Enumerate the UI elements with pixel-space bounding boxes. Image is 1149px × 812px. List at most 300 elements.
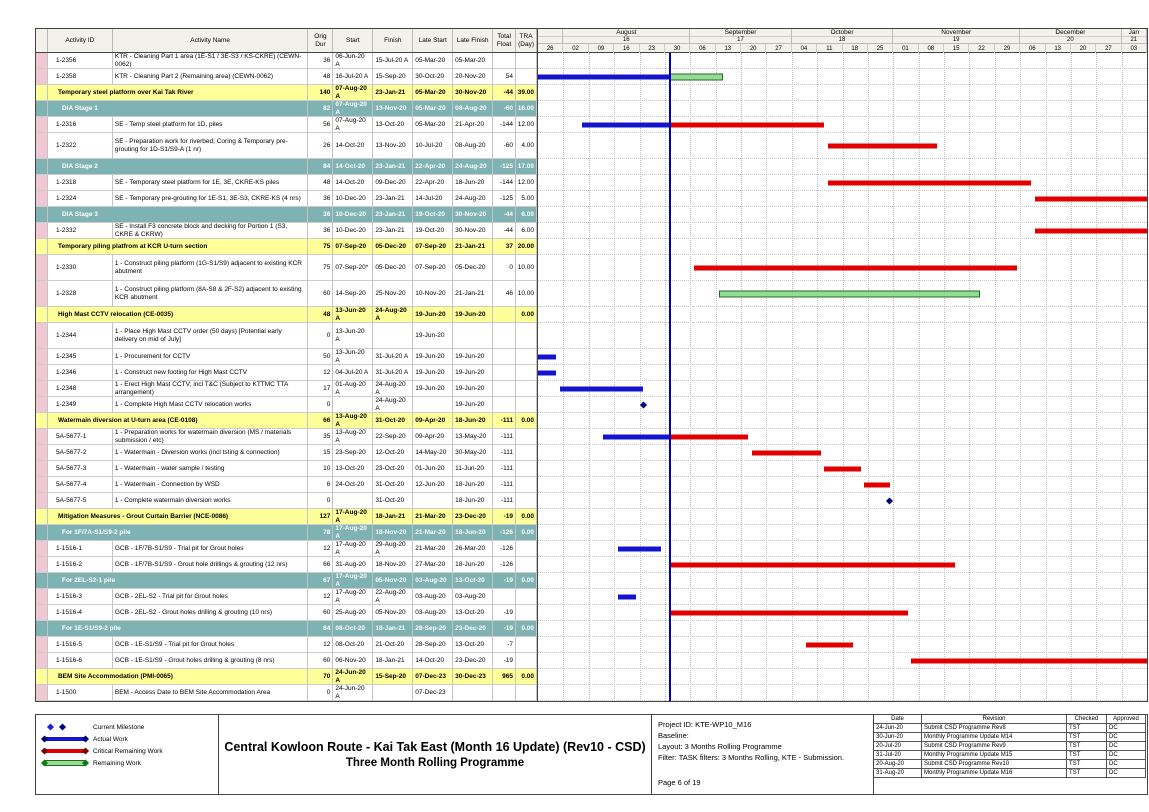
legend-label: Actual Work [93, 735, 128, 743]
schedule-row [36, 413, 537, 429]
finish-cell: 31-Oct-20 [373, 413, 413, 429]
ls-cell: 21-Mar-20 [413, 541, 453, 557]
month-number: 19 [952, 37, 960, 43]
fl-cell [493, 397, 516, 413]
legend-item [42, 746, 212, 756]
row-color-strip [36, 349, 48, 365]
gantt-bar-critical [752, 450, 821, 455]
lf-cell: 18-Jun-20 [453, 525, 493, 541]
week-start-label: 22 [969, 44, 994, 53]
tra-cell: 0.00 [516, 525, 537, 541]
month-number: 21 [1130, 37, 1138, 43]
month-header-cell [563, 29, 690, 43]
row-color-strip [36, 589, 48, 605]
start-cell: 24-Jun-20 A [333, 685, 373, 701]
gantt-lane [538, 175, 1147, 191]
gantt-lane [538, 477, 1147, 493]
start-cell: 14-Oct-20 [333, 175, 373, 191]
finish-cell: 18-Jan-21 [373, 621, 413, 637]
row-color-strip [36, 159, 48, 175]
finish-cell: 31-Jul-20 A [373, 365, 413, 381]
schedule-row [36, 621, 537, 637]
dur-cell: 75 [308, 255, 333, 281]
lf-cell: 18-Jun-20 [453, 175, 493, 191]
activity-id-cell: 5A-5677-4 [48, 477, 113, 493]
legend [36, 715, 219, 794]
start-cell: 13-Jun-20 A [333, 349, 373, 365]
legend-bar [45, 760, 85, 766]
lf-cell: 30-May-20 [453, 445, 493, 461]
filter-text: Filter: TASK filters: 3 Months Rolling, KTE - Submission. [658, 752, 845, 762]
revision-cell: DC [1107, 751, 1146, 760]
tra-cell [516, 541, 537, 557]
gantt-bar-critical [694, 265, 1017, 270]
row-color-strip [36, 669, 48, 685]
ls-cell: 19-Jun-20 [413, 323, 453, 349]
month-number: 17 [737, 37, 744, 43]
finish-cell: 23-Oct-20 [373, 461, 413, 477]
gantt-lane [538, 307, 1147, 323]
lf-cell: 13-Oct-20 [453, 637, 493, 653]
column-header-tra: TRA (Day) [516, 29, 537, 52]
gantt-lane [538, 239, 1147, 255]
schedule-row [36, 365, 537, 381]
finish-cell: 18-Jan-21 [373, 653, 413, 669]
dur-cell: 48 [308, 69, 333, 85]
gantt-bar-actual [618, 594, 636, 599]
revision-cell: DC [1107, 742, 1146, 751]
dur-cell: 78 [308, 525, 333, 541]
tra-cell: 20.00 [516, 239, 537, 255]
tra-cell [516, 589, 537, 605]
activity-table [36, 29, 538, 701]
revision-row [874, 733, 1147, 742]
finish-cell: 09-Dec-20 [373, 175, 413, 191]
milestone-diamond [59, 723, 66, 730]
group-name-cell: For 1F/7A-S1/S9-2 pile [48, 525, 308, 541]
week-start-label: 11 [817, 44, 842, 53]
gantt-bar-critical [669, 562, 955, 567]
gantt-lane [538, 413, 1147, 429]
tra-cell: 10.00 [516, 255, 537, 281]
revision-row [874, 742, 1147, 751]
revision-cell: DC [1107, 760, 1146, 769]
dur-cell: 36 [308, 207, 333, 223]
gantt-bar-remaining [719, 290, 980, 297]
page-number: Page 6 of 19 [658, 778, 701, 788]
schedule-row [36, 85, 537, 101]
fl-cell: 0 [493, 255, 516, 281]
row-color-strip [36, 281, 48, 307]
ls-cell: 19-Jun-20 [413, 381, 453, 397]
fl-cell: -44 [493, 85, 516, 101]
row-color-strip [36, 621, 48, 637]
fl-cell: -126 [493, 541, 516, 557]
finish-cell: 31-Jul-20 A [373, 349, 413, 365]
start-cell: 06-Nov-20 [333, 653, 373, 669]
activity-id-cell: 5A-5677-1 [48, 429, 113, 445]
month-header-cell [538, 29, 563, 43]
gantt-lane [538, 509, 1147, 525]
baseline-text: Baseline: [658, 730, 689, 740]
week-start-label: 20 [741, 44, 766, 53]
fl-cell: -111 [493, 493, 516, 509]
dur-cell: 75 [308, 239, 333, 255]
month-name: November [893, 29, 1019, 37]
activity-name-cell: 1 - Construct piling platform (1G-S1/S9) adjacent to existing KCR abutment [113, 255, 309, 281]
ls-cell: 07-Sep-20 [413, 239, 453, 255]
row-color-strip [36, 541, 48, 557]
gantt-lane [538, 637, 1147, 653]
legend-label: Remaining Work [93, 759, 141, 767]
lf-cell: 05-Dec-20 [453, 255, 493, 281]
lf-cell: 18-Jun-20 [453, 477, 493, 493]
ls-cell: 19-Jun-20 [413, 307, 453, 323]
start-cell: 25-Aug-20 [333, 605, 373, 621]
dur-cell: 127 [308, 509, 333, 525]
activity-id-cell: 1-1516-5 [48, 637, 113, 653]
fl-cell [493, 589, 516, 605]
group-name-cell: DIA Stage 1 [48, 101, 308, 117]
schedule-row [36, 223, 537, 239]
finish-cell [373, 685, 413, 701]
schedule-row [36, 281, 537, 307]
finish-cell: 21-Oct-20 [373, 637, 413, 653]
gantt-bar-critical [864, 482, 889, 487]
finish-cell: 25-Nov-20 [373, 281, 413, 307]
finish-cell: 05-Nov-20 [373, 573, 413, 589]
gantt-months-row [538, 29, 1147, 43]
row-color-strip [36, 637, 48, 653]
ls-cell: 21-Mar-20 [413, 525, 453, 541]
schedule-row [36, 589, 537, 605]
ls-cell: 05-Mar-20 [413, 53, 453, 69]
row-color-strip [36, 397, 48, 413]
tra-cell: 39.00 [516, 85, 537, 101]
activity-id-cell: 1-2332 [48, 223, 113, 239]
activity-id-cell: 1-1516-1 [48, 541, 113, 557]
revision-cell: 20-Jul-20 [874, 742, 922, 751]
activity-name-cell: SE - Temporary steel platform for 1E, 3E, CKRE-KS piles [113, 175, 309, 191]
ls-cell: 10-Jul-20 [413, 133, 453, 159]
legend-critical-icon [42, 747, 88, 755]
ls-cell: 03-Aug-20 [413, 589, 453, 605]
fl-cell: -126 [493, 525, 516, 541]
gantt-lane [538, 573, 1147, 589]
gantt-bar-critical [669, 122, 825, 127]
gantt-lane [538, 255, 1147, 281]
week-start-label: 06 [690, 44, 715, 53]
tra-cell: 16.00 [516, 101, 537, 117]
fl-cell: -44 [493, 223, 516, 239]
report-subtitle: Three Month Rolling Programme [345, 757, 525, 769]
fl-cell: -19 [493, 621, 516, 637]
start-cell: 10-Dec-20 [333, 223, 373, 239]
gantt-lane [538, 117, 1147, 133]
ls-cell: 28-Sep-20 [413, 621, 453, 637]
lf-cell: 13-Oct-20 [453, 573, 493, 589]
ls-cell: 19-Jun-20 [413, 365, 453, 381]
gantt-bar-actual [582, 122, 669, 127]
start-cell: 13-Jun-20 A [333, 323, 373, 349]
activity-name-cell: 1 - Procurement for CCTV [113, 349, 309, 365]
tra-cell [516, 653, 537, 669]
activity-name-cell: SE - Install F3 concrete block and decking for Portion 1 (S3, CKRE & CKRW) [113, 223, 309, 239]
ls-cell: 14-Oct-20 [413, 653, 453, 669]
fl-cell: -19 [493, 605, 516, 621]
ls-cell: 22-Apr-20 [413, 175, 453, 191]
start-cell: 04-Jul-20 A [333, 365, 373, 381]
week-start-label: 27 [766, 44, 791, 53]
lf-cell: 30-Nov-20 [453, 223, 493, 239]
fl-cell: -111 [493, 461, 516, 477]
start-cell: 17-Aug-20 A [333, 589, 373, 605]
table-header-row [36, 29, 537, 53]
finish-cell: 24-Aug-20 A [373, 307, 413, 323]
schedule-row [36, 69, 537, 85]
gantt-bar-critical [1035, 228, 1147, 233]
dur-cell: 70 [308, 669, 333, 685]
week-start-label: 18 [843, 44, 868, 53]
column-header-ls: Late Start [413, 29, 453, 52]
revision-row [874, 724, 1147, 733]
lf-cell: 30-Dec-23 [453, 669, 493, 685]
start-cell: 01-Aug-20 A [333, 381, 373, 397]
finish-cell: 22-Sep-20 [373, 429, 413, 445]
fl-cell: -144 [493, 117, 516, 133]
dur-cell: 26 [308, 133, 333, 159]
ls-cell: 19-Oct-20 [413, 207, 453, 223]
tra-cell [516, 445, 537, 461]
tra-cell [516, 557, 537, 573]
activity-id-cell: 1-2344 [48, 323, 113, 349]
revision-cell: 31-Aug-20 [874, 769, 922, 778]
activity-id-cell: 1-1516-6 [48, 653, 113, 669]
ls-cell: 01-Jun-20 [413, 461, 453, 477]
activity-id-cell: 1-2349 [48, 397, 113, 413]
gantt-bar-critical [828, 180, 1031, 185]
finish-cell: 15-Sep-20 [373, 69, 413, 85]
row-color-strip [36, 461, 48, 477]
legend-milestone-icon [42, 723, 88, 731]
tra-cell: 0.00 [516, 621, 537, 637]
dur-cell: 36 [308, 223, 333, 239]
schedule-row [36, 669, 537, 685]
ls-cell: 05-Mar-20 [413, 85, 453, 101]
row-color-strip [36, 653, 48, 669]
lf-cell: 13-Oct-20 [453, 605, 493, 621]
gantt-lane [538, 493, 1147, 509]
gantt-lane [538, 133, 1147, 159]
tra-cell: 0.00 [516, 307, 537, 323]
schedule-row [36, 685, 537, 701]
week-start-label: 30 [665, 44, 690, 53]
group-name-cell: Mitigation Measures - Grout Curtain Barrier (NCE-0086) [48, 509, 308, 525]
month-name: December [1020, 29, 1121, 37]
activity-id-cell: 5A-5677-3 [48, 461, 113, 477]
dur-cell: 36 [308, 191, 333, 207]
gantt-lane [538, 281, 1147, 307]
finish-cell: 22-Aug-20 A [373, 589, 413, 605]
dur-cell: 10 [308, 461, 333, 477]
schedule-row [36, 525, 537, 541]
start-cell: 08-Oct-20 [333, 637, 373, 653]
gantt-bar-actual [618, 546, 662, 551]
ls-cell: 07-Sep-20 [413, 255, 453, 281]
gantt-lane [538, 541, 1147, 557]
schedule-row [36, 557, 537, 573]
start-cell: 10-Dec-20 [333, 191, 373, 207]
ls-cell: 14-Jul-20 [413, 191, 453, 207]
ls-cell: 03-Aug-20 [413, 573, 453, 589]
lf-cell: 30-Nov-20 [453, 85, 493, 101]
ls-cell: 10-Nov-20 [413, 281, 453, 307]
start-cell: 24-Jun-20 A [333, 669, 373, 685]
start-cell: 13-Aug-20 A [333, 429, 373, 445]
ls-cell: 28-Sep-20 [413, 637, 453, 653]
gantt-lane [538, 461, 1147, 477]
schedule-row [36, 255, 537, 281]
dur-cell: 84 [308, 159, 333, 175]
gantt-lane [538, 605, 1147, 621]
schedule-row [36, 461, 537, 477]
fl-cell: -19 [493, 573, 516, 589]
lf-cell: 19-Jun-20 [453, 365, 493, 381]
column-header-lf: Late Finish [453, 29, 493, 52]
schedule-row [36, 323, 537, 349]
revision-header-cell: Date [874, 715, 922, 724]
month-name: September [690, 29, 791, 37]
milestone-icon [640, 401, 647, 408]
start-cell: 07-Sep-20* [333, 255, 373, 281]
start-cell: 13-Jun-20 A [333, 307, 373, 323]
gantt-lane [538, 223, 1147, 239]
month-header-cell [792, 29, 894, 43]
group-name-cell: DIA Stage 3 [48, 207, 308, 223]
finish-cell: 24-Aug-20 A [373, 397, 413, 413]
schedule-row [36, 381, 537, 397]
fl-cell [493, 53, 516, 69]
activity-name-cell: 1 - Erect High Mast CCTV; incl T&C (Subject to KTTMC TTA arrangement) [113, 381, 309, 397]
gantt-bar-critical [1035, 196, 1147, 201]
revision-header-cell: Checked [1067, 715, 1107, 724]
group-name-cell: DIA Stage 2 [48, 159, 308, 175]
week-start-label: 26 [538, 44, 563, 53]
fl-cell: 965 [493, 669, 516, 685]
gantt-header [538, 29, 1147, 53]
tra-cell [516, 461, 537, 477]
row-color-strip [36, 685, 48, 701]
gantt-bar-critical [669, 434, 749, 439]
finish-cell: 12-Oct-20 [373, 445, 413, 461]
tra-cell: 17.00 [516, 159, 537, 175]
bar-end-diamond [82, 735, 89, 742]
month-header-cell [1122, 29, 1147, 43]
lf-cell: 23-Dec-20 [453, 621, 493, 637]
revision-cell: DC [1107, 724, 1146, 733]
activity-name-cell: 1 - Watermain - Diversion works (incl tsting & connection) [113, 445, 309, 461]
lf-cell: 24-Aug-20 [453, 159, 493, 175]
lf-cell: 24-Aug-20 [453, 191, 493, 207]
schedule-row [36, 175, 537, 191]
schedule-row [36, 397, 537, 413]
finish-cell: 23-Jan-21 [373, 191, 413, 207]
activity-id-cell: 1-2316 [48, 117, 113, 133]
start-cell: 07-Aug-20 A [333, 101, 373, 117]
week-start-label: 03 [1122, 44, 1147, 53]
gantt-bar-actual [538, 354, 556, 359]
group-name-cell: For 1E-S1/S9-2 pile [48, 621, 308, 637]
revision-header-cell: Revision [922, 715, 1067, 724]
layout-text: Layout: 3 Months Rolling Programme [658, 741, 782, 751]
week-start-label: 15 [944, 44, 969, 53]
month-number: 16 [622, 37, 630, 43]
schedule-area [35, 28, 1148, 702]
report-title: Central Kowloon Route - Kai Tak East (Month 16 Update) (Rev10 - CSD) [224, 740, 646, 754]
schedule-row [36, 605, 537, 621]
schedule-row [36, 159, 537, 175]
schedule-row [36, 307, 537, 323]
tra-cell [516, 429, 537, 445]
row-color-strip [36, 239, 48, 255]
gantt-lane [538, 669, 1147, 685]
gantt-bar-actual [603, 434, 668, 439]
activity-name-cell: GCB - 1F/7B-S1/S9 - Trial pit for Grout holes [113, 541, 309, 557]
dur-cell: 48 [308, 175, 333, 191]
activity-id-cell: 1-2324 [48, 191, 113, 207]
start-cell: 07-Aug-20 A [333, 117, 373, 133]
dur-cell: 12 [308, 637, 333, 653]
row-color-strip [36, 445, 48, 461]
lf-cell: 18-Jun-20 [453, 413, 493, 429]
activity-id-cell: 1-1500 [48, 685, 113, 701]
fl-cell [493, 365, 516, 381]
fl-cell: -125 [493, 191, 516, 207]
schedule-row [36, 477, 537, 493]
tra-cell [516, 637, 537, 653]
schedule-row [36, 191, 537, 207]
row-color-strip [36, 307, 48, 323]
gantt-lane [538, 429, 1147, 445]
start-cell: 08-Oct-20 [333, 621, 373, 637]
activity-id-cell: 1-1516-3 [48, 589, 113, 605]
column-header-fl: Total Float [493, 29, 516, 52]
gantt-lane [538, 685, 1147, 701]
tra-cell [516, 69, 537, 85]
data-date-line [669, 53, 671, 701]
column-header-finish: Finish [373, 29, 413, 52]
activity-name-cell: BEM - Access Date to BEM Site Accommodation Area [113, 685, 309, 701]
tra-cell: 4.00 [516, 133, 537, 159]
dur-cell: 12 [308, 365, 333, 381]
lf-cell: 26-Mar-20 [453, 541, 493, 557]
tra-cell [516, 53, 537, 69]
column-header-name: Activity Name [113, 29, 309, 52]
week-start-label: 06 [1020, 44, 1045, 53]
start-cell: 13-Aug-20 A [333, 413, 373, 429]
ls-cell: 19-Oct-20 [413, 223, 453, 239]
schedule-row [36, 573, 537, 589]
finish-cell: 18-Nov-20 [373, 557, 413, 573]
fl-cell: -111 [493, 445, 516, 461]
schedule-row [36, 239, 537, 255]
gantt-bar-actual [538, 74, 669, 79]
ls-cell [413, 397, 453, 413]
activity-name-cell: GCB - 1F/7B-S1/S9 - Grout hole drillings & grouting (12 nrs) [113, 557, 309, 573]
start-cell: 24-Oct-20 [333, 477, 373, 493]
gantt-lane [538, 525, 1147, 541]
bar-end-diamond [82, 747, 89, 754]
